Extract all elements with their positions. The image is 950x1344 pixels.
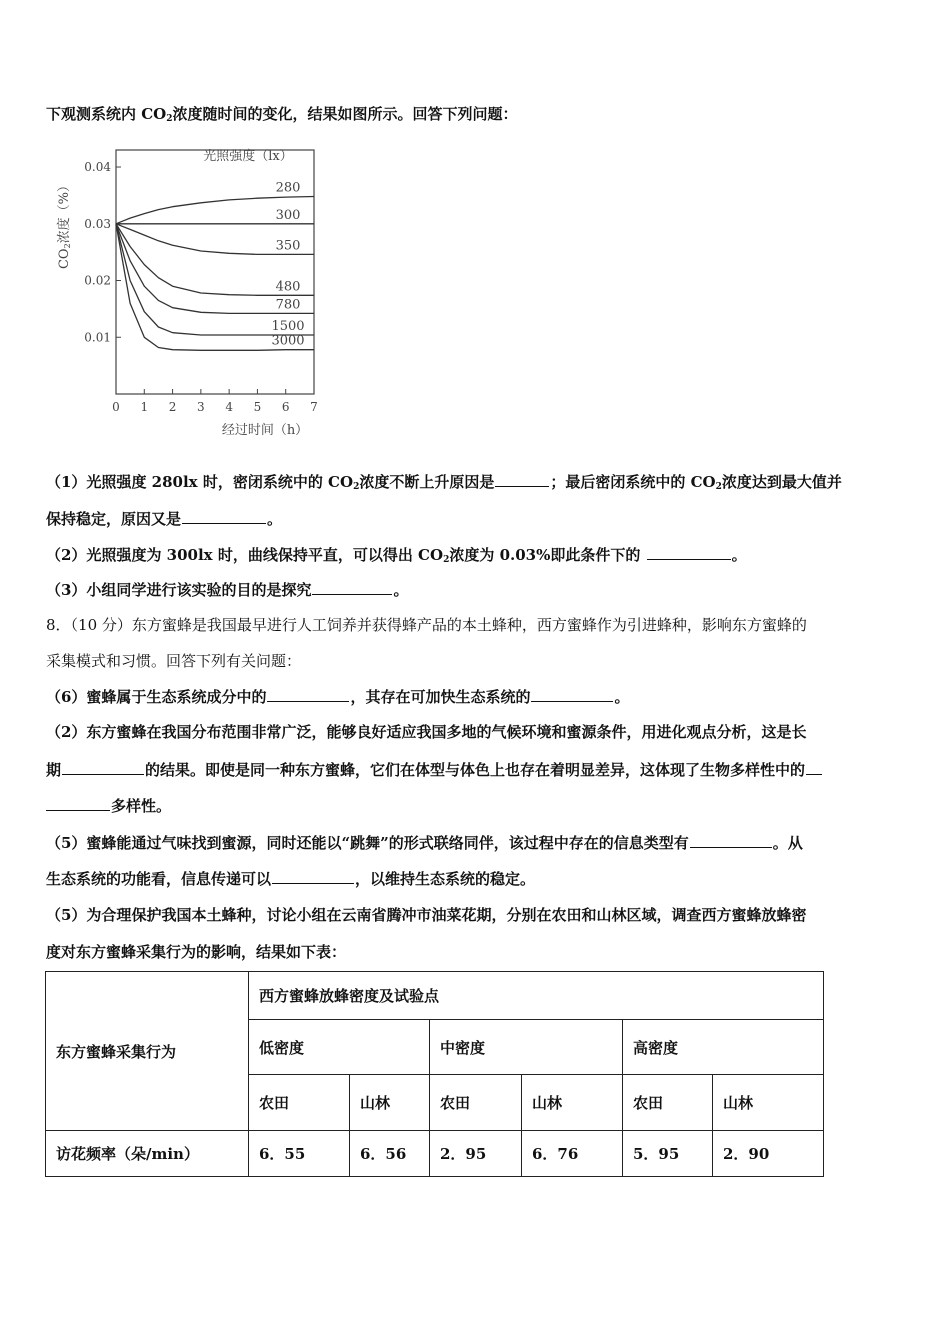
question-2 [46, 545, 747, 570]
series-label-1500: 1500 [271, 318, 305, 334]
series-label-280: 280 [275, 180, 301, 196]
value-cell: 2．90 [713, 1131, 824, 1177]
problem-8-text: 采集模式和习惯。回答下列有关问题： [46, 652, 302, 670]
y-tick-label: 0.03 [84, 216, 111, 231]
q3-text: （3）小组同学进行该实验的目的是探究 [46, 581, 312, 599]
q2-text: （2）光照强度为 300lx 时，曲线保持平直，可以得出 CO [46, 546, 444, 564]
series-label-480: 480 [275, 279, 301, 295]
y-axis-label-main: CO [57, 248, 72, 270]
bee-behavior-table [45, 971, 824, 1177]
answer-blank[interactable] [182, 509, 266, 524]
sub-question-5a-line-1 [46, 833, 803, 853]
site-cell: 农田 [430, 1075, 522, 1131]
s6-text: （6）蜜蜂属于生态系统成分中的 [46, 688, 267, 706]
density-cell: 高密度 [623, 1020, 824, 1075]
y-axis-label-rest: 浓度（%） [57, 178, 72, 244]
q2-text: 。 [731, 546, 747, 564]
table-header-row [46, 972, 824, 1020]
x-tick-label: 3 [197, 400, 205, 414]
value-cell: 6．56 [350, 1131, 430, 1177]
row-header-cell: 东方蜜蜂采集行为 [46, 972, 249, 1131]
question-3 [46, 580, 408, 600]
answer-blank[interactable] [272, 869, 354, 884]
s2-text: 期 [46, 761, 62, 779]
site-cell: 山林 [350, 1075, 430, 1131]
x-tick-label: 7 [310, 400, 318, 414]
series-label-3000: 3000 [271, 333, 305, 349]
sub-question-2-line-1 [46, 722, 806, 742]
subscript: 2 [715, 482, 722, 492]
s5b-text: 度对东方蜜蜂采集行为的影响，结果如下表： [46, 943, 347, 961]
s2-text: 多样性。 [111, 797, 172, 815]
value-cell: 6．76 [522, 1131, 623, 1177]
series-label-350: 350 [275, 238, 301, 254]
site-cell: 山林 [713, 1075, 824, 1131]
q3-text: 。 [393, 581, 409, 599]
sub-question-6 [46, 687, 629, 707]
s5a-text: （5）蜜蜂能通过气味找到蜜源，同时还能以“跳舞”的形式联络同伴，该过程中存在的信息类型有 [46, 834, 689, 852]
metric-cell: 访花频率（朵/min） [46, 1131, 249, 1177]
problem-8-line-1 [46, 615, 807, 635]
group-header-cell: 西方蜜蜂放蜂密度及试验点 [249, 972, 824, 1020]
y-tick-label: 0.02 [84, 273, 111, 288]
answer-blank[interactable] [46, 796, 110, 811]
answer-blank[interactable] [267, 687, 349, 702]
co2-concentration-chart [48, 138, 338, 444]
svg-text:CO2浓度（%） [56, 179, 72, 269]
answer-blank[interactable] [312, 580, 392, 595]
x-tick-label: 1 [140, 400, 149, 414]
subscript: 2 [443, 555, 450, 565]
problem-8-text: 8．（10 分）东方蜜蜂是我国最早进行人工饲养并获得蜂产品的本土蜂种，西方蜜蜂作为引进蜂种，影响东方蜜蜂的 [46, 616, 807, 634]
x-tick-label: 5 [253, 400, 262, 414]
s5a-text: 生态系统的功能看，信息传递可以 [46, 870, 272, 888]
density-cell: 低密度 [249, 1020, 430, 1075]
answer-blank[interactable] [806, 760, 822, 775]
y-tick-label: 0.04 [84, 160, 111, 175]
y-tick-label: 0.01 [84, 330, 111, 345]
sub-question-5b-line-1 [46, 905, 806, 925]
answer-blank[interactable] [647, 545, 731, 560]
value-cell: 2．95 [430, 1131, 522, 1177]
x-tick-label: 6 [281, 400, 290, 414]
answer-blank[interactable] [531, 687, 613, 702]
question-1-line-1 [46, 472, 842, 497]
x-axis-label: 经过时间（h） [221, 423, 309, 438]
s5a-text: 。从 [772, 834, 803, 852]
answer-blank[interactable] [690, 833, 772, 848]
y-axis-label-sub: 2 [63, 243, 72, 249]
s5a-text: ，以维持生态系统的稳定。 [355, 870, 536, 888]
y-axis-label [56, 179, 72, 269]
answer-blank[interactable] [495, 472, 549, 487]
site-cell: 农田 [249, 1075, 350, 1131]
table-row [46, 1131, 824, 1177]
q1-text: 。 [267, 510, 283, 528]
s2-text: （2）东方蜜蜂在我国分布范围非常广泛，能够良好适应我国多地的气候环境和蜜源条件，用进化观点分析，这是长 [46, 723, 807, 741]
s6-text: ，其存在可加快生态系统的 [350, 688, 531, 706]
series-label-300: 300 [275, 207, 301, 223]
density-cell: 中密度 [430, 1020, 623, 1075]
sub-question-2-line-2 [46, 760, 823, 780]
site-cell: 山林 [522, 1075, 623, 1131]
sub-question-5b-line-2 [46, 942, 346, 962]
intro-text: 浓度随时间的变化，结果如图所示。回答下列问题： [172, 105, 518, 123]
q1-text: ；最后密闭系统中的 CO [550, 473, 716, 491]
intro-text: 下观测系统内 CO [46, 105, 167, 123]
q1-text: 保持稳定，原因又是 [46, 510, 182, 528]
subscript: 2 [166, 114, 173, 124]
series-label-780: 780 [275, 297, 301, 313]
legend-title: 光照强度（lx） [203, 149, 293, 164]
sub-question-2-line-3 [46, 796, 171, 816]
q1-text: 浓度不断上升原因是 [359, 473, 495, 491]
site-cell: 农田 [623, 1075, 713, 1131]
q1-text: 浓度达到最大值并 [721, 473, 842, 491]
value-cell: 6．55 [249, 1131, 350, 1177]
problem-8-line-2 [46, 651, 301, 671]
q1-text: （1）光照强度 280lx 时，密闭系统中的 CO [46, 473, 354, 491]
s2-text: 的结果。即使是同一种东方蜜蜂，它们在体型与体色上也存在着明显差异，这体现了生物多样性中的 [145, 761, 806, 779]
q2-text: 浓度为 0.03%即此条件下的 [449, 546, 646, 564]
sub-question-5a-line-2 [46, 869, 535, 889]
value-cell: 5．95 [623, 1131, 713, 1177]
x-tick-label: 2 [168, 400, 177, 414]
s6-text: 。 [614, 688, 630, 706]
answer-blank[interactable] [62, 760, 144, 775]
x-tick-label: 4 [225, 400, 233, 414]
x-tick-label: 0 [112, 400, 120, 414]
question-1-line-2 [46, 509, 282, 529]
s5b-text: （5）为合理保护我国本土蜂种，讨论小组在云南省腾冲市油菜花期，分别在农田和山林区域，调查西方蜜蜂放蜂密 [46, 906, 807, 924]
intro-line [46, 104, 518, 129]
subscript: 2 [353, 482, 360, 492]
